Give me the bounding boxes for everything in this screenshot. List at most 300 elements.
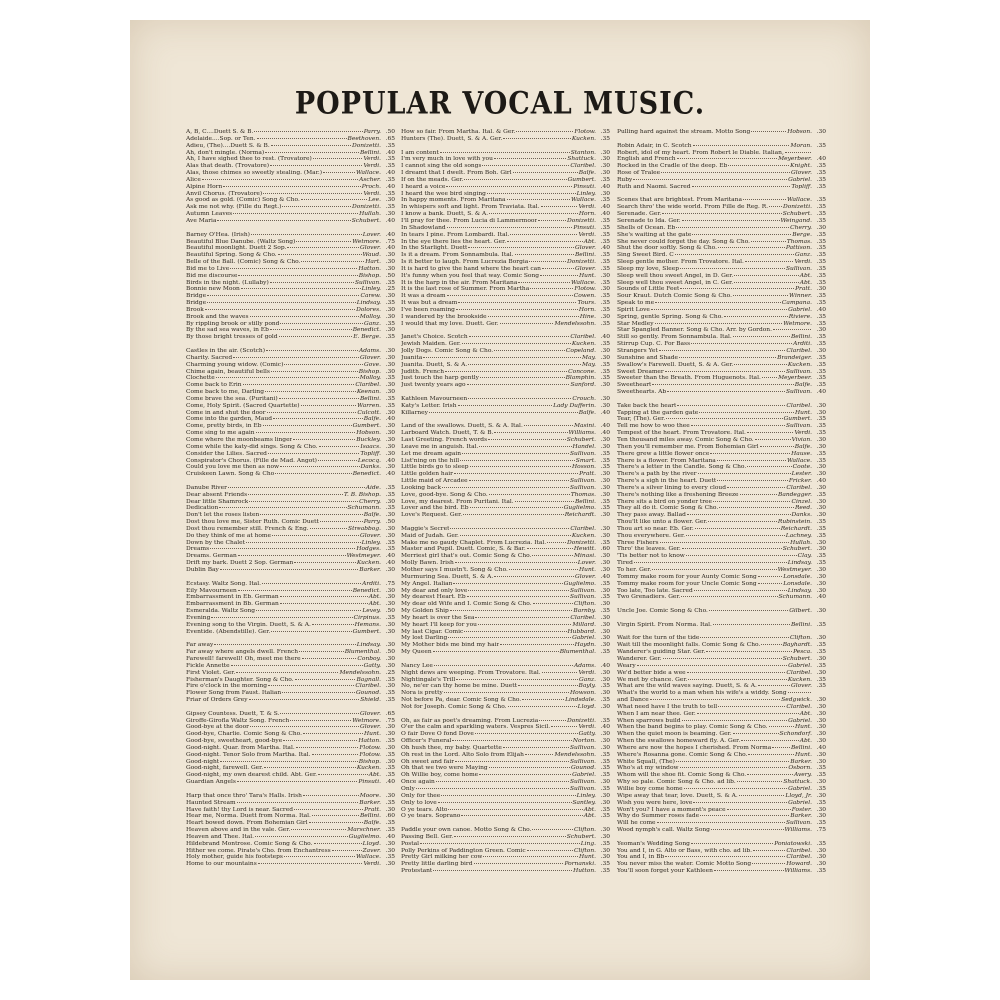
dot-leader [268,685,354,686]
catalog-entry [401,642,610,649]
catalog-entry [401,848,610,855]
song-title: Little maid of Arcadee [401,478,468,485]
composer-name: Abt. [368,601,381,608]
catalog-entry [186,252,395,259]
composer-name: Donizetti. [566,539,596,546]
song-title: Ten thousand miles away. Comic Song & Cho. [617,436,754,443]
composer-name: Hunt. [579,272,596,279]
price: .35 [385,163,395,170]
composer-name: Donizetti. [566,259,596,266]
price: .30 [600,587,610,594]
catalog-entry [186,239,395,246]
price: .30 [385,567,395,573]
dot-leader [634,562,787,563]
dot-leader [313,158,363,159]
catalog-entry [401,807,610,814]
price: .35 [816,786,826,792]
song-title: Sweeter than the Breath. From Huguenots. Ital. [617,375,761,382]
composer-name: Thomas. [570,491,596,498]
catalog-entry [617,410,826,417]
composer-name: Claribel. [786,669,812,676]
catalog-entry [401,629,610,636]
composer-name: Sullivan. [570,758,596,765]
composer-name: Donizetti. [566,717,596,724]
dot-leader [468,364,581,365]
catalog-entry [617,827,826,834]
composer-name: Kucken. [571,341,596,348]
price: .30 [816,669,826,676]
composer-name: Wallace. [356,170,381,177]
dot-leader [251,234,362,235]
catalog-entry [401,663,610,670]
price: .35 [385,772,395,779]
price: .35 [600,361,610,368]
price: .40 [385,217,395,224]
price: .40 [600,724,610,731]
composer-name: Howard. [786,861,812,868]
dot-leader [785,152,811,153]
song-title: Molly Bawn. Irish [401,560,454,567]
dot-leader [713,501,790,502]
dot-leader [268,453,359,454]
catalog-entry [401,444,610,451]
dot-leader [429,412,578,413]
composer-name: Hobson. [787,129,812,135]
song-title: Home to our mountains [186,861,257,868]
catalog-entry [186,841,395,848]
price: .35 [600,697,610,704]
composer-name: Proch. [361,183,381,190]
price: .30 [816,724,826,731]
song-title: Tommy make room for your Uncle Comic Song [617,580,757,587]
catalog-entry [186,793,395,800]
song-title: Giroffe-Girofla Waltz Song. French [186,717,290,724]
catalog-entry [401,752,610,759]
catalog-entry [401,321,610,328]
catalog-entry [401,745,610,752]
composer-name: Abt. [368,594,381,601]
song-title: Mother says I mustn't. Song & Cho. [401,567,508,573]
dot-leader [524,425,573,426]
composer-name: Copeland. [565,348,596,354]
dot-leader [733,336,790,337]
catalog-entry [401,512,610,519]
dot-leader [540,275,578,276]
price: .30 [600,272,610,279]
dot-leader [706,651,792,652]
dot-leader [510,234,577,235]
dot-leader [760,446,794,447]
catalog-entry [186,156,395,163]
price: .35 [385,176,395,183]
song-title: Not for Joseph. Comic Song & Cho. [401,703,507,710]
composer-name: Wetmore. [783,320,812,327]
catalog-entry [617,670,826,677]
song-title: Ask me not why. (Fille du Regt.) [186,204,282,211]
catalog-entry [401,759,610,766]
price: .35 [600,135,610,142]
dot-leader [284,856,355,857]
catalog-entry [401,560,610,567]
composer-name: Sullivan. [570,744,596,751]
price: .35 [816,368,826,375]
composer-name: Lindsay. [356,300,381,307]
song-title: Far away where angels dwell. French [186,649,299,656]
dot-leader [659,350,786,351]
dot-leader [686,555,797,556]
dot-leader [238,590,352,591]
composer-name: Sedgwick. [781,697,812,704]
dot-leader [758,685,790,686]
song-title: Tired [617,560,633,567]
composer-name: Shattuck. [567,156,596,163]
catalog-entry [401,232,610,239]
song-title: Just twenty years ago [401,382,466,389]
catalog-entry [186,745,395,752]
catalog-entry [617,499,826,506]
price: .30 [600,799,610,806]
dot-leader [719,507,794,508]
catalog-entry [617,266,826,273]
catalog-entry [617,581,826,588]
composer-name: Bishop. [358,368,381,375]
dot-leader [282,206,351,207]
price: .50 [385,519,395,526]
composer-name: Norton. [572,738,596,745]
dot-leader [727,809,791,810]
price: .30 [816,655,826,662]
price: .30 [385,532,395,539]
composer-name: Parry. [363,519,381,526]
song-title: Jewish Maiden. Ger. [401,341,461,348]
composer-name: Balfe. [578,409,596,416]
composer-name: Benedict. [352,471,381,478]
song-title: Could you love me then as now [186,464,280,471]
song-title: Come back to Erin [186,382,242,389]
dot-leader [695,528,780,529]
composer-name: Clifton. [573,847,596,854]
price: .30 [600,149,610,156]
composer-name: Hunt. [795,409,812,416]
song-title: Who's at my window [617,765,679,772]
price: .40 [600,334,610,341]
song-title: and Dance [617,697,649,704]
song-title: Eventide. (Abendstille). Ger. [186,628,271,635]
composer-name: Hullah. [359,211,381,218]
song-title: Strangers Yet [617,348,658,354]
dot-leader [530,288,573,289]
catalog-entry [186,464,395,471]
price: .75 [385,238,395,245]
composer-name: Weingand. [780,217,812,224]
dot-leader [488,439,566,440]
composer-name: Adams. [358,348,381,354]
price: .30 [385,382,395,389]
song-title: Rocked in the Cradle of the deep. Eb [617,163,728,170]
composer-name: Gounod. [570,765,596,772]
price: .35 [816,868,826,875]
song-title: Come into the garden, Maud [186,416,272,423]
composer-name: Keenan. [356,389,381,396]
song-title: My dear old Wife and I. Comic Song & Cho. [401,601,532,608]
dot-leader [762,377,777,378]
composer-name: Gabriel. [788,786,812,792]
song-title: Robert, idol of my heart. From Robert le Diable. Italian, [617,149,784,156]
song-title: Clochette [186,375,215,382]
price: .35 [816,662,826,669]
dot-leader [714,870,784,871]
price: .30 [385,724,395,731]
price: .30 [385,354,395,361]
dot-leader [740,494,777,495]
song-title: Beautiful Blue Danube. (Waltz Song) [186,238,296,245]
dot-leader [676,761,789,762]
song-title: In whispers soft and light. From Traviata. Ital. [401,204,540,211]
composer-name: Williams. [784,868,812,875]
price: .40 [600,662,610,669]
catalog-entry [617,807,826,814]
price: .35 [385,279,395,286]
catalog-entry [401,868,610,875]
composer-name: Pinsuti. [573,183,596,190]
price: .35 [385,676,395,683]
price: .30 [385,464,395,471]
catalog-entry [401,293,610,300]
price: .30 [600,532,610,539]
catalog-entry [401,191,610,198]
dot-leader [677,158,778,159]
composer-name: Sullivan. [570,779,596,786]
catalog-entry [186,286,395,293]
price: .35 [816,320,826,327]
dot-leader [666,418,782,419]
catalog-entry [401,499,610,506]
price: .30 [600,478,610,485]
composer-name: Horn. [578,211,596,218]
dot-leader [718,706,785,707]
price: .35 [816,183,826,190]
composer-name: Verdi. [578,724,596,731]
catalog-entry [186,423,395,430]
song-title: There's a silver lining to every cloud [617,484,726,491]
price: .35 [385,820,395,827]
dot-leader [503,138,571,139]
song-title: It was but a dream [401,300,458,307]
composer-name: Wallace. [787,457,812,464]
song-title: Alpine Horn [186,183,223,190]
composer-name: Glover. [360,724,381,731]
price: .30 [600,567,610,573]
price: .30 [816,573,826,580]
composer-name: Lachney. [785,532,812,539]
section-gap [401,519,610,526]
song-title: Maid of Judah. Ger. [401,532,459,539]
composer-name: Hine. [579,313,596,320]
dot-leader [279,336,353,337]
dot-leader [462,453,569,454]
catalog-entry [401,478,610,485]
catalog-entry [617,731,826,738]
song-title: Stirrup Cup. C. For Bass [617,341,691,348]
dot-leader [500,644,573,645]
song-title: Scenes that are brightest. From Maritana [617,197,742,204]
dot-leader [287,247,359,248]
dot-leader [709,610,788,611]
composer-name: Culcott. [357,409,381,416]
song-title: She never could forget the day. Song & Cho. [617,238,751,245]
song-title: Pretty little darling bird [401,861,473,868]
dot-leader [694,590,787,591]
composer-name: Warren. [357,402,381,409]
song-title: White Squall, (The) [617,758,675,765]
catalog-entry [401,375,610,382]
catalog-entry [186,485,395,492]
dot-leader [660,542,790,543]
dot-leader [655,302,781,303]
composer-name: Lindsay. [356,642,381,649]
composer-name: Lloyd, Jr. [785,792,812,799]
composer-name: Schumann. [347,505,381,512]
price: .35 [816,423,826,430]
price: .40 [816,389,826,396]
composer-name: Danks. [360,464,381,471]
composer-name: Bayhardt. [782,642,812,649]
price: .35 [385,334,395,341]
composer-name: Topliff. [791,183,812,190]
composer-name: Levey. [362,608,381,615]
price: .35 [600,238,610,245]
price: .30 [816,580,826,587]
price: .30 [816,751,826,758]
catalog-entry [617,505,826,512]
price: .35 [385,142,395,149]
price: .30 [600,827,610,834]
song-title: My dearest Heart. Eb [401,594,466,601]
catalog-entry [617,704,826,711]
dot-leader [299,651,344,652]
composer-name: Verdi. [363,163,381,170]
composer-name: T. B. Bishop. [343,491,381,498]
price: .35 [816,772,826,779]
composer-name: Hemans. [354,621,381,628]
song-title: Good-bye at the door [186,724,249,731]
dot-leader [745,261,794,262]
song-title: Shut the door softly. Song & Cho. [617,245,717,252]
price: .35 [816,840,826,847]
price: .30 [600,744,610,751]
dot-leader [708,521,776,522]
price: .30 [816,348,826,354]
price: .30 [385,265,395,272]
price: .35 [816,525,826,532]
dot-leader [469,336,570,337]
composer-name: Benedict. [352,587,381,594]
price: .35 [600,300,610,307]
catalog-entry [617,738,826,745]
composer-name: Ganz. [364,320,381,327]
composer-name: Coote. [792,464,812,471]
dot-leader [243,384,355,385]
price: .30 [816,731,826,738]
dot-leader [420,843,580,844]
composer-name: Millard. [572,621,596,628]
dot-leader [469,480,569,481]
price: .30 [385,594,395,601]
price: .35 [385,505,395,512]
composer-name: Verdi. [578,669,596,676]
catalog-entry [617,594,826,601]
song-title: Harp that once thro' Tara's Halls. Irish [186,792,302,799]
catalog-entry [617,259,826,266]
composer-name: Lindsay. [787,587,812,594]
composer-name: Gabriel. [788,717,812,724]
section-gap [401,416,610,423]
composer-name: Rubinstein. [777,519,812,526]
dot-leader [489,494,570,495]
price: .40 [816,306,826,313]
price: .30 [816,539,826,546]
dot-leader [275,473,351,474]
song-title: Polly Perkins of Paddington Green. Comic [401,847,526,854]
composer-name: Meyerbeer. [778,156,812,163]
price: .30 [816,806,826,813]
section-gap [186,225,395,232]
price: .40 [600,204,610,211]
price: .40 [600,245,610,252]
song-title: Charming young widow. (Comic) [186,361,284,368]
song-title: It was a dream [401,293,446,300]
catalog-entry [617,765,826,772]
composer-name: Balfe. [363,820,381,827]
price: .30 [600,443,610,450]
dot-leader [467,596,569,597]
price: .30 [816,436,826,443]
price: .35 [600,293,610,300]
catalog-entry [186,129,395,136]
catalog-entry [617,553,826,560]
song-title: Wish you were here, love [617,799,693,806]
price: .35 [385,402,395,409]
catalog-entry [617,184,826,191]
dot-leader [769,206,782,207]
price: .30 [385,252,395,259]
catalog-entry [617,526,826,533]
catalog-entry [617,663,826,670]
composer-name: Glover. [791,170,812,177]
dot-leader [489,213,578,214]
composer-name: Dolores. [356,306,381,313]
price: .30 [600,560,610,567]
catalog-entry [401,677,610,684]
price: .30 [600,676,610,683]
composer-name: Hobson. [356,430,381,437]
catalog-entry [186,416,395,423]
catalog-entry [617,204,826,211]
dot-leader [441,795,575,796]
catalog-entry [617,245,826,252]
composer-name: Gatty. [578,731,596,738]
price: .30 [600,354,610,361]
song-title: Good-night, farewell. Ger. [186,765,264,772]
song-title: By those bright tresses of gold [186,334,278,341]
song-title: If on the meads. Ger. [401,176,464,183]
song-title: Autumn Leaves [186,211,233,218]
song-title: Judith. French [401,368,444,375]
song-title: My heart is over the Sea [401,614,475,621]
price: .35 [600,505,610,512]
catalog-entry [186,656,395,663]
price: .40 [600,211,610,218]
